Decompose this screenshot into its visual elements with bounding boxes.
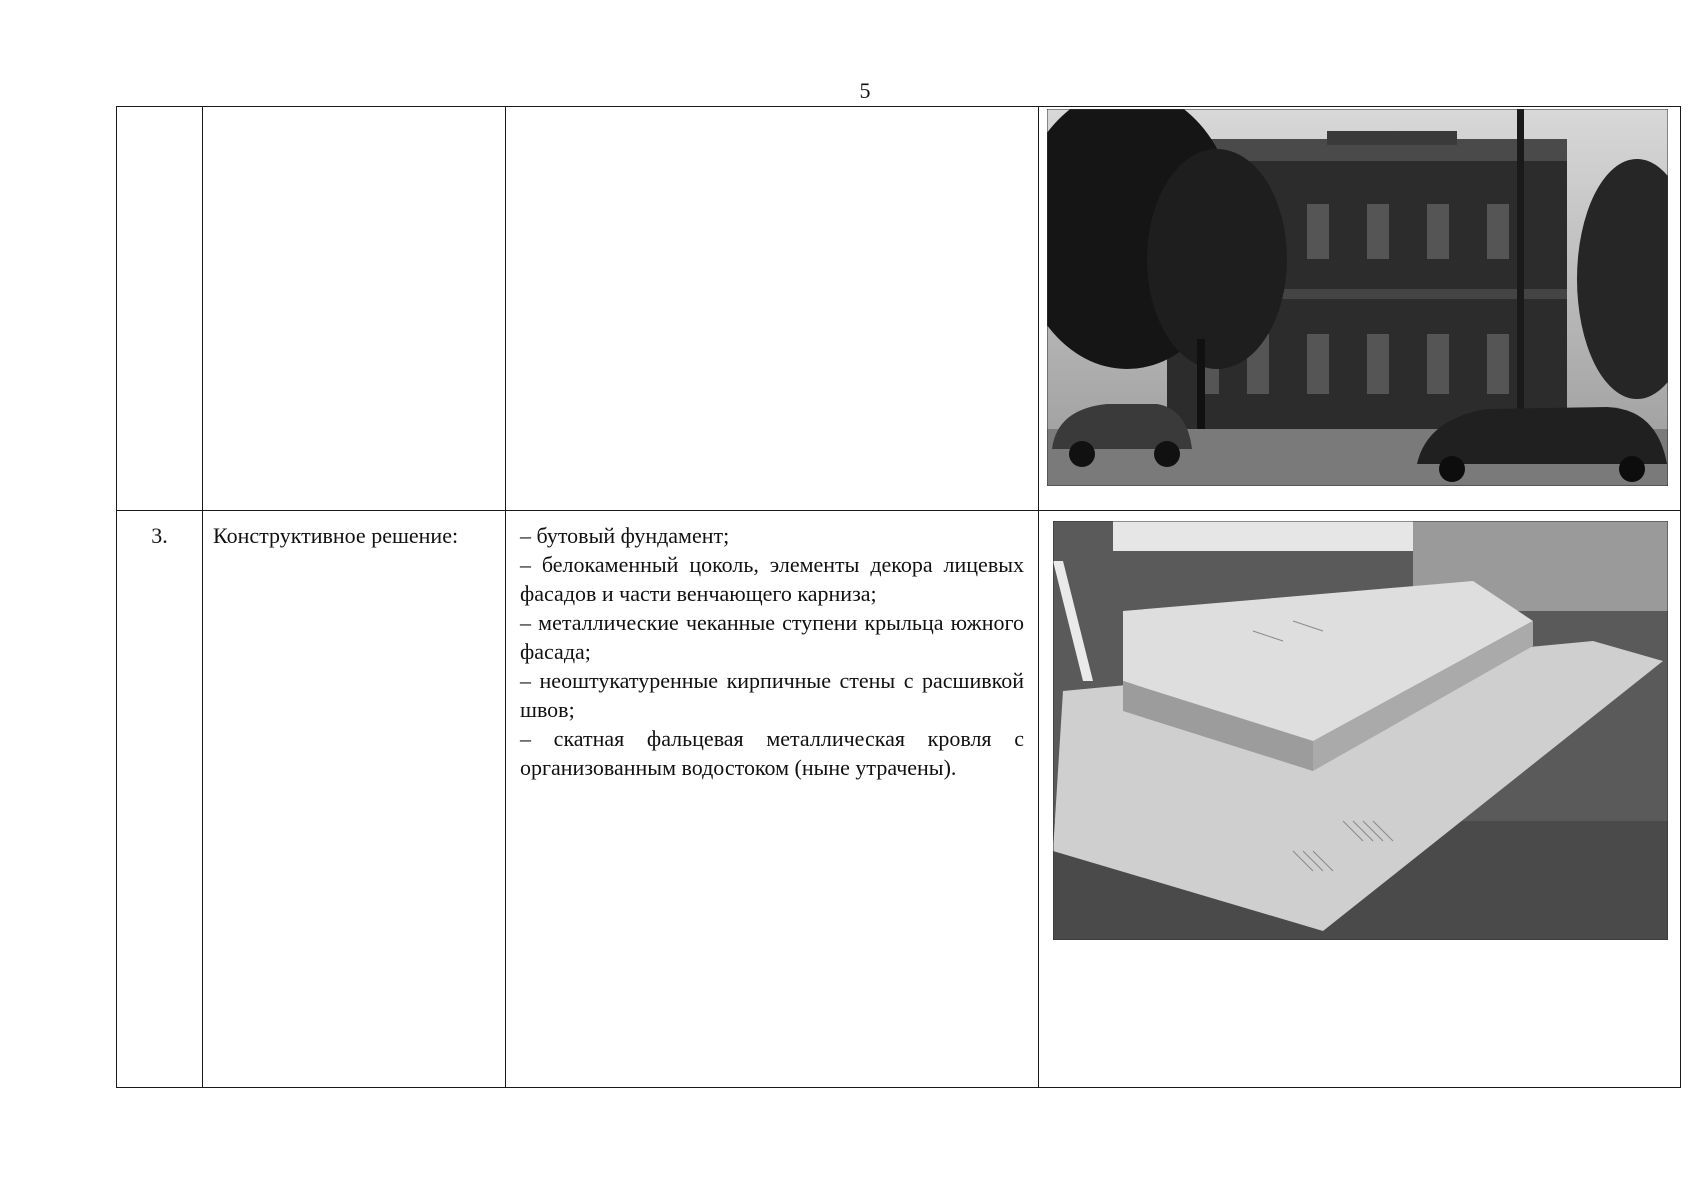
list-item: – металлические чеканные ступени крыльца южного фасада; <box>520 610 1024 664</box>
steps-photo <box>1053 521 1668 940</box>
page-number: 5 <box>859 78 871 103</box>
list-item: – неоштукатуренные кирпичные стены с расшивкой швов; <box>520 668 1024 722</box>
row-label-cell: Конструктивное решение: <box>203 511 506 1088</box>
row-text-cell <box>506 511 1039 1088</box>
table-row <box>117 511 1681 1088</box>
photo-cell <box>1039 511 1681 1088</box>
list-item: – скатная фальцевая металлическая кровля с организованным водостоком (ныне утрачены). <box>520 726 1024 780</box>
photo-cell <box>1039 107 1681 511</box>
table-row <box>117 107 1681 511</box>
document-table <box>116 106 1681 1088</box>
list-item: – белокаменный цоколь, элементы декора лицевых фасадов и части венчающего карниза; <box>520 552 1024 606</box>
row-number-cell <box>117 107 203 511</box>
row-number-cell: 3. <box>117 511 203 1088</box>
row-text-cell <box>506 107 1039 511</box>
building-photo <box>1047 109 1668 486</box>
list-item: – бутовый фундамент; <box>520 523 730 548</box>
row-label-cell <box>203 107 506 511</box>
